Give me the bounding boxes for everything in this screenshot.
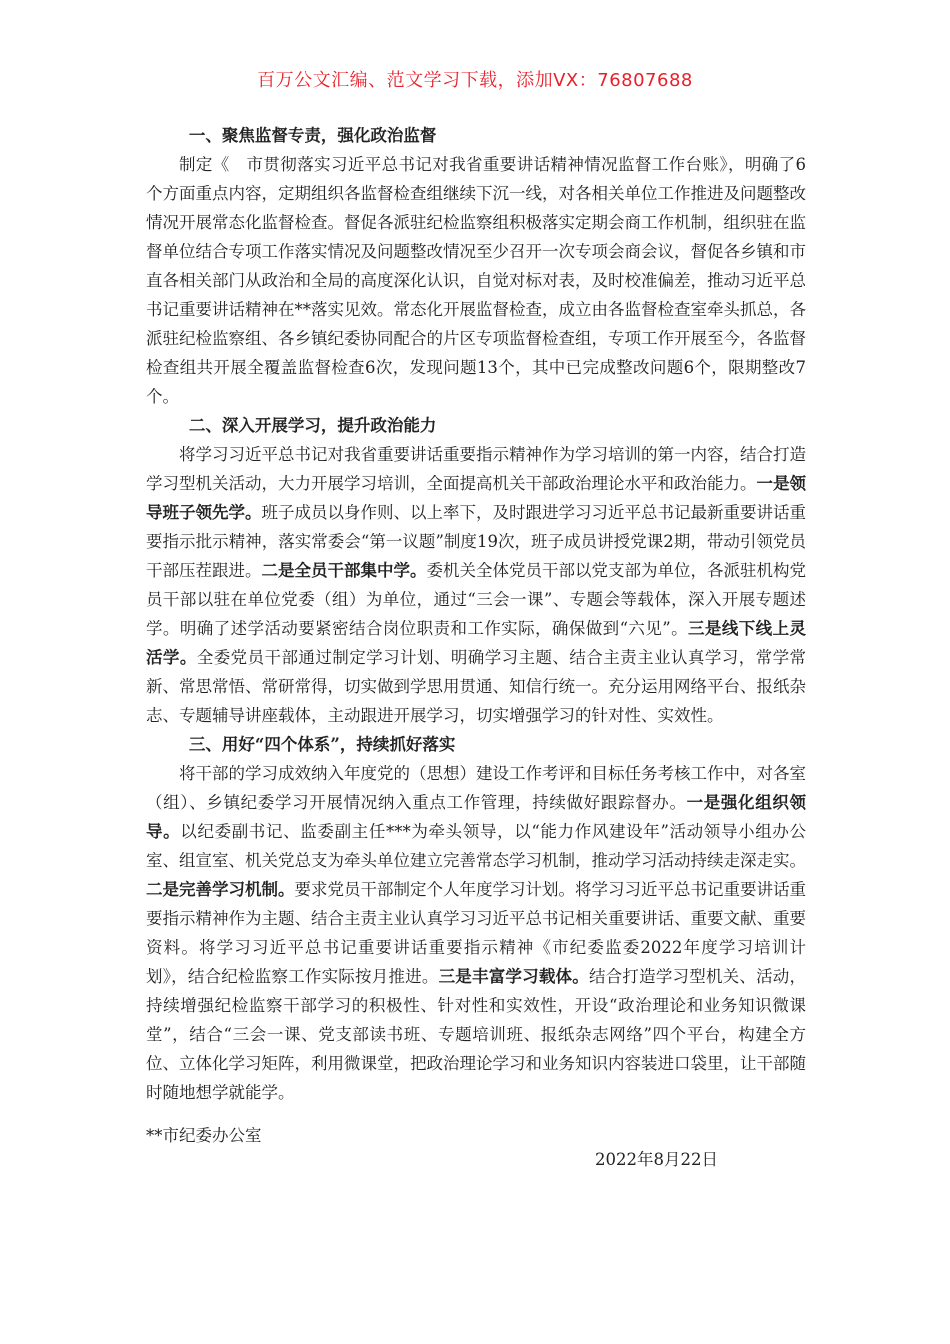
signature: **市纪委办公室 xyxy=(146,1126,262,1145)
section-1-paragraph: 制定《 市贯彻落实习近平总书记对我省重要讲话精神情况监督工作台账》，明确了6个方面重点内容，定期组织各监督检查组继续下沉一线，对各相关单位工作推进及问题整改情况开展常态化监督检查。督促各派驻纪检监察组积极落实定期会商工作机制，组织驻在监督单位结合专项工作落实情况及问题整改情况至少召开一次专项会商会议，督促各乡镇和市直各相关部门从政治和全局的高度深化认识，自觉对标对表，及时校准偏差，推动习近平总书记重要讲话精神在**落实见效。常态化开展监督检查，成立由各监督检查室牵头抓总，各派驻纪检监察组、各乡镇纪委协同配合的片区专项监督检查组，专项工作开展至今，各监督检查组共开展全覆盖监督检查6次，发现问题13个，其中已完成整改问题6个，限期整改7个。 xyxy=(146,155,806,406)
text-run: 班子成员以身作则、以上率下，及时跟进学习习近平总书记最新重要讲话重要指示批示精神，落实常委会“第一议题”制度19次，班子成员讲授党课2期，带动引领党员干部压茬跟进。 xyxy=(146,503,806,580)
text-run: 结合打造学习型机关、活动，持续增强纪检监察干部学习的积极性、针对性和实效性，开设“政治理论和业务知识微课堂”，结合“三会一课、党支部读书班、专题培训班、报纸杂志网络”四个平台，构建全方位、立体化学习矩阵，利用微课堂，把政治理论学习和业务知识内容装进口袋里，让干部随时随地想学就能学。 xyxy=(146,967,807,1102)
section-3-paragraph xyxy=(146,759,806,1107)
text-run: 将干部的学习成效纳入年度党的（思想）建设工作考评和目标任务考核工作中，对各室（组）、乡镇纪委学习开展情况纳入重点工作管理，持续做好跟踪督办。 xyxy=(146,764,806,812)
bold-lead: 二是全员干部集中学。 xyxy=(261,561,427,580)
bold-lead: 一是领导班子领先学。 xyxy=(146,474,806,522)
document-body xyxy=(146,121,806,1107)
text-run: 将学习习近平总书记对我省重要讲话重要指示精神作为学习培训的第一内容，结合打造学习型机关活动，大力开展学习培训，全面提高机关干部政治理论水平和政治能力。 xyxy=(146,445,806,493)
text-run: 以纪委副书记、监委副主任***为牵头领导，以“能力作风建设年”活动领导小组办公室、组宣室、机关党总支为牵头单位建立完善常态学习机制，推动学习活动持续走深走实。 xyxy=(146,822,807,870)
text-run: 委机关全体党员干部以党支部为单位，各派驻机构党员干部以驻在单位党委（组）为单位，通过“三会一课”、专题会等载体，深入开展专题述学。明确了述学活动要紧密结合岗位职责和工作实际，确保做到“六见”。 xyxy=(146,561,806,638)
section-heading-1: 一、聚焦监督专责，强化政治监督 xyxy=(188,126,437,145)
document-date: 2022年8月22日 xyxy=(595,1150,718,1169)
section-heading-2: 二、深入开展学习，提升政治能力 xyxy=(188,416,437,435)
text-run: 全委党员干部通过制定学习计划、明确学习主题、结合主责主业认真学习，常学常新、常思常悟、常研常得，切实做到学思用贯通、知信行统一。充分运用网络平台、报纸杂志、专题辅导讲座载体，主动跟进开展学习，切实增强学习的针对性、实效性。 xyxy=(146,648,807,725)
bold-lead: 二是完善学习机制。 xyxy=(146,880,295,899)
section-2-paragraph xyxy=(146,440,806,730)
download-banner: 百万公文汇编、范文学习下载，添加VX：76807688 xyxy=(257,70,693,91)
bold-lead: 一是强化组织领导。 xyxy=(146,793,807,841)
section-heading-3: 三、用好“四个体系”，持续抓好落实 xyxy=(188,735,456,754)
bold-lead: 三是线下线上灵活学。 xyxy=(146,619,806,667)
bold-lead: 三是丰富学习载体。 xyxy=(438,967,589,986)
text-run: 要求党员干部制定个人年度学习计划。将学习习近平总书记重要讲话重要指示精神作为主题、结合主责主业认真学习习近平总书记相关重要讲话、重要文献、重要资料。将学习习近平总书记重要讲话重要指示精神《市纪委监委2022年度学习培训计划》，结合纪检监察工作实际按月推进。 xyxy=(146,880,806,986)
